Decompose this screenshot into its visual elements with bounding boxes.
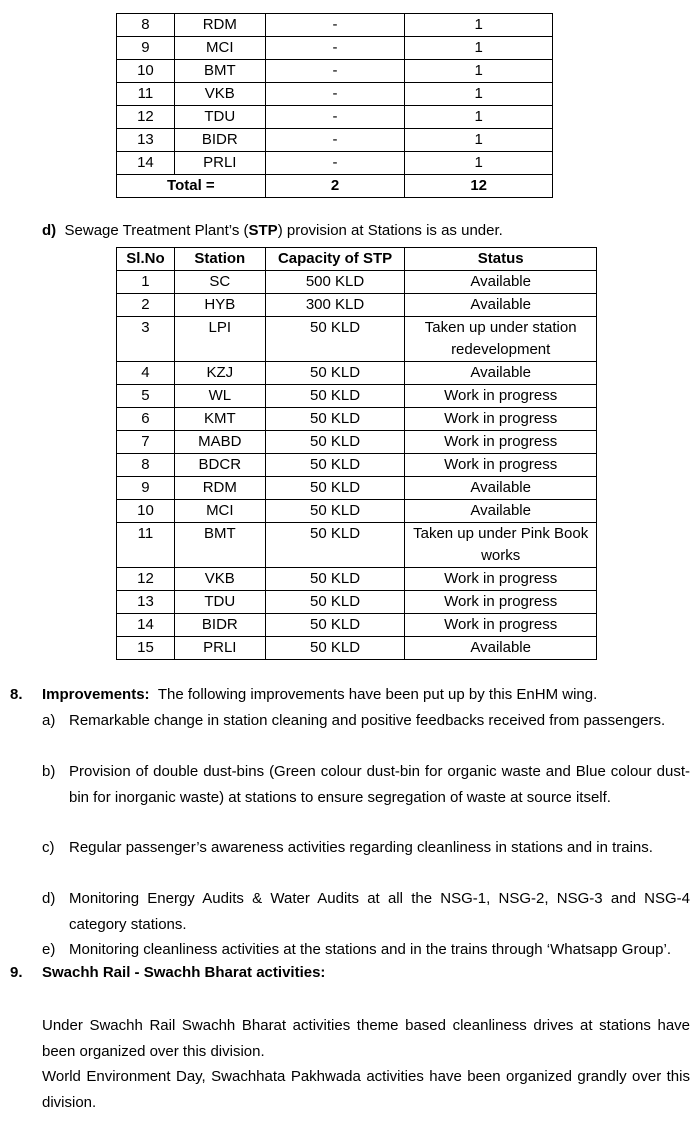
- table-cell: 50 KLD: [265, 408, 405, 431]
- table-cell: 4: [117, 362, 175, 385]
- table-cell: 50 KLD: [265, 317, 405, 362]
- total-col3: 2: [265, 175, 405, 198]
- table-cell: HYB: [174, 294, 265, 317]
- list-item-marker: b): [42, 763, 56, 780]
- table-cell: Available: [405, 271, 597, 294]
- table-row: [117, 83, 553, 106]
- table-cell: PRLI: [174, 152, 265, 175]
- table-cell: 1: [405, 37, 553, 60]
- table-cell: VKB: [174, 83, 265, 106]
- table-cell: Available: [405, 500, 597, 523]
- table-cell: -: [265, 60, 405, 83]
- list-item-text: Remarkable change in station cleaning and positive feedbacks received from passengers.: [69, 712, 666, 729]
- table-cell: 6: [117, 408, 175, 431]
- list-item-marker: d): [42, 890, 56, 907]
- table-cell: 9: [117, 37, 175, 60]
- total-label: Total =: [117, 175, 266, 198]
- table-cell: 50 KLD: [265, 523, 405, 568]
- table-cell: 50 KLD: [265, 454, 405, 477]
- table-cell: Work in progress: [405, 614, 597, 637]
- table-cell: -: [265, 129, 405, 152]
- table-cell: Taken up under station redevelopment: [405, 317, 597, 362]
- table-cell: 10: [117, 500, 175, 523]
- table-row: [117, 152, 553, 175]
- table-cell: TDU: [174, 591, 265, 614]
- section-8-number: 8.: [10, 686, 23, 703]
- table-cell: 50 KLD: [265, 362, 405, 385]
- table-cell: 1: [405, 14, 553, 37]
- table-cell: -: [265, 152, 405, 175]
- table-cell: 1: [405, 60, 553, 83]
- table-row: [117, 14, 553, 37]
- table-cell: BDCR: [174, 454, 265, 477]
- table-row: [117, 106, 553, 129]
- table-cell: SC: [174, 271, 265, 294]
- stp-table-header: [117, 248, 597, 271]
- table-cell: 3: [117, 317, 175, 362]
- table-cell: RDM: [174, 14, 265, 37]
- table-cell: 50 KLD: [265, 431, 405, 454]
- table-cell: 1: [117, 271, 175, 294]
- table-cell: 12: [117, 568, 175, 591]
- table-cell: MCI: [174, 500, 265, 523]
- stp-heading-bold: STP: [248, 222, 278, 239]
- table-cell: Available: [405, 477, 597, 500]
- list-item-text: Regular passenger’s awareness activities regarding cleanliness in stations and in trains.: [69, 839, 653, 856]
- table-cell: Work in progress: [405, 454, 597, 477]
- table-row: [117, 362, 597, 385]
- table-cell: 50 KLD: [265, 637, 405, 660]
- header-status: Status: [405, 248, 597, 271]
- header-slno: Sl.No: [117, 248, 175, 271]
- table-cell: Work in progress: [405, 408, 597, 431]
- stp-heading-text-before: Sewage Treatment Plant’s (: [64, 222, 249, 239]
- table-cell: MABD: [174, 431, 265, 454]
- table-cell: RDM: [174, 477, 265, 500]
- table-cell: MCI: [174, 37, 265, 60]
- table-cell: 10: [117, 60, 175, 83]
- table-row: [117, 37, 553, 60]
- table-cell: Work in progress: [405, 568, 597, 591]
- table-cell: KZJ: [174, 362, 265, 385]
- table-cell: 1: [405, 83, 553, 106]
- section-9-number: 9.: [10, 964, 23, 981]
- table-row: [117, 500, 597, 523]
- table-row: [117, 568, 597, 591]
- list-item-marker: c): [42, 839, 55, 856]
- table-cell: BMT: [174, 60, 265, 83]
- table-row: [117, 431, 597, 454]
- table-cell: -: [265, 83, 405, 106]
- table-cell: -: [265, 37, 405, 60]
- table-cell: 1: [405, 106, 553, 129]
- table-cell: 500 KLD: [265, 271, 405, 294]
- total-col4: 12: [405, 175, 553, 198]
- section-9-para1: Under Swachh Rail Swachh Bharat activities theme based cleanliness drives at stations have been organized over this division.: [42, 1017, 690, 1060]
- table-cell: 15: [117, 637, 175, 660]
- table-cell: 14: [117, 614, 175, 637]
- table-row: [117, 408, 597, 431]
- stp-table-body: [117, 271, 597, 660]
- table-cell: VKB: [174, 568, 265, 591]
- table-cell: 50 KLD: [265, 477, 405, 500]
- table-cell: -: [265, 106, 405, 129]
- table-row: [117, 591, 597, 614]
- section-8-intro: The following improvements have been put up by this EnHM wing.: [157, 686, 598, 703]
- table-cell: Available: [405, 294, 597, 317]
- table-cell: 50 KLD: [265, 614, 405, 637]
- table-cell: 13: [117, 129, 175, 152]
- table-row: [117, 637, 597, 660]
- table-cell: 50 KLD: [265, 568, 405, 591]
- table-row: [117, 129, 553, 152]
- table-cell: Work in progress: [405, 431, 597, 454]
- table-cell: 14: [117, 152, 175, 175]
- table-cell: 13: [117, 591, 175, 614]
- list-item-marker: e): [42, 941, 56, 958]
- list-item-text: Monitoring Energy Audits & Water Audits at all the NSG-1, NSG-2, NSG-3 and NSG-4 category stations.: [69, 890, 690, 933]
- table-row: [117, 523, 597, 568]
- table-row: [117, 454, 597, 477]
- table-cell: TDU: [174, 106, 265, 129]
- table-cell: WL: [174, 385, 265, 408]
- stp-table: [116, 247, 597, 660]
- table-cell: 1: [405, 152, 553, 175]
- table-cell: KMT: [174, 408, 265, 431]
- table-row: [117, 477, 597, 500]
- table-cell: 50 KLD: [265, 385, 405, 408]
- table-cell: -: [265, 14, 405, 37]
- table-cell: 2: [117, 294, 175, 317]
- table-cell: BMT: [174, 523, 265, 568]
- section-9-title: Swachh Rail - Swachh Bharat activities:: [42, 964, 326, 981]
- header-capacity: Capacity of STP: [265, 248, 405, 271]
- table-cell: 50 KLD: [265, 500, 405, 523]
- table-cell: 12: [117, 106, 175, 129]
- list-item-text: Monitoring cleanliness activities at the stations and in the trains through ‘Whatsapp Group’.: [69, 941, 671, 958]
- table-cell: 11: [117, 523, 175, 568]
- table-row: [117, 294, 597, 317]
- station-count-table-body: [117, 14, 553, 175]
- table-cell: 1: [405, 129, 553, 152]
- table-cell: 11: [117, 83, 175, 106]
- section-8-title: Improvements:: [42, 686, 150, 703]
- table-cell: BIDR: [174, 129, 265, 152]
- table-cell: 8: [117, 454, 175, 477]
- table-row: [117, 385, 597, 408]
- table-cell: Taken up under Pink Book works: [405, 523, 597, 568]
- stp-heading: [42, 222, 503, 239]
- table-cell: Available: [405, 637, 597, 660]
- table-row: [117, 614, 597, 637]
- section-8-heading: [42, 682, 692, 708]
- table-row: [117, 317, 597, 362]
- list-item-text: Provision of double dust-bins (Green colour dust-bin for organic waste and Blue colour dust-bin for inorganic waste) at stations to ensure segregation of waste at source itself.: [69, 763, 690, 806]
- table-cell: 300 KLD: [265, 294, 405, 317]
- total-row: [117, 175, 553, 198]
- stp-heading-marker: d): [42, 222, 57, 239]
- section-9-para2: World Environment Day, Swachhata Pakhwada activities have been organized grandly over this division.: [42, 1068, 690, 1111]
- table-cell: Available: [405, 362, 597, 385]
- table-cell: BIDR: [174, 614, 265, 637]
- table-cell: Work in progress: [405, 591, 597, 614]
- table-cell: 7: [117, 431, 175, 454]
- table-cell: 5: [117, 385, 175, 408]
- stp-heading-text-after: ) provision at Stations is as under.: [277, 222, 503, 239]
- table-cell: 50 KLD: [265, 591, 405, 614]
- table-row: [117, 60, 553, 83]
- header-station: Station: [174, 248, 265, 271]
- table-cell: 9: [117, 477, 175, 500]
- table-cell: PRLI: [174, 637, 265, 660]
- table-cell: LPI: [174, 317, 265, 362]
- table-cell: Work in progress: [405, 385, 597, 408]
- list-item-marker: a): [42, 712, 56, 729]
- table-row: [117, 271, 597, 294]
- station-count-table: [116, 13, 553, 198]
- table-cell: 8: [117, 14, 175, 37]
